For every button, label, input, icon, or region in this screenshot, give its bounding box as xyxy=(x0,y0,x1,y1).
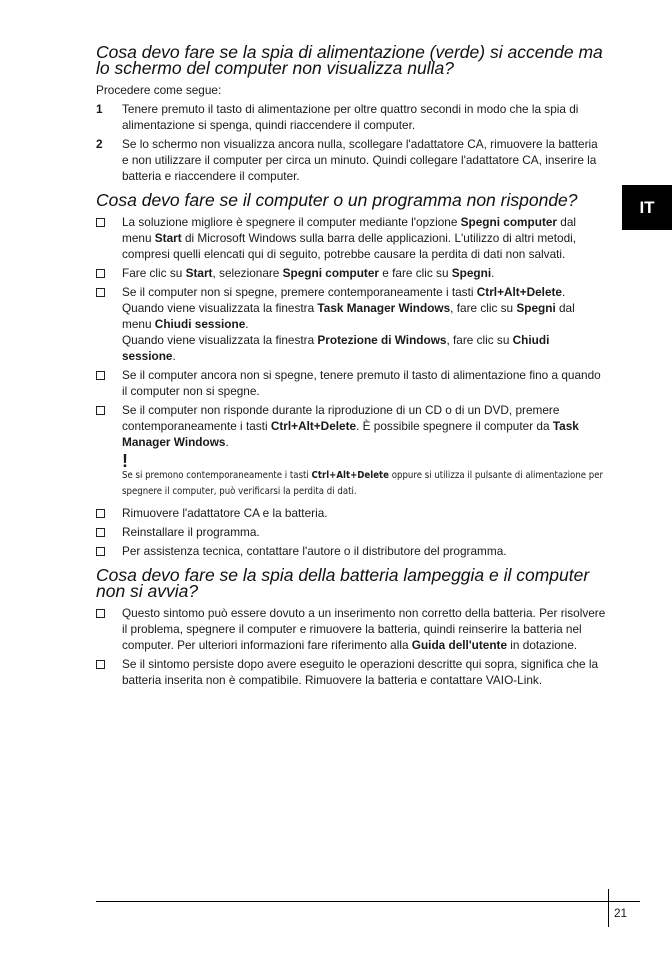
text-run: dal menu xyxy=(122,215,577,245)
text-run: , selezionare xyxy=(212,266,283,280)
text-run: Reinstallare il programma. xyxy=(122,525,260,539)
bold-term: Ctrl+Alt+Delete xyxy=(270,419,357,433)
bold-term: Start xyxy=(154,231,182,245)
checkbox-bullet-icon xyxy=(96,528,105,537)
bold-term: Chiudi sessione xyxy=(122,333,550,363)
numbered-step-1 xyxy=(96,101,606,133)
bold-term: Spegni xyxy=(451,266,492,280)
section-heading-not-responding: Cosa devo fare se il computer o un programma non risponde? xyxy=(96,190,578,210)
text-run: La soluzione migliore è spegnere il computer mediante l'opzione xyxy=(122,215,461,229)
step-text: Se lo schermo non visualizza ancora nulla, scollegare l'adattatore CA, rimuovere la batteria e non utilizzare il computer per circa un minuto. Quindi collegare l'adattatore CA, inserire la batteria e riaccendere il computer. xyxy=(122,137,598,183)
intro-text: Procedere come segue: xyxy=(96,83,222,97)
step-number: 2 xyxy=(96,137,103,151)
page-number: 21 xyxy=(614,906,628,920)
bullet-item xyxy=(96,524,606,540)
section-heading-power-light: Cosa devo fare se la spia di alimentazione (verde) si accende ma lo schermo del computer non visualizza nulla? xyxy=(96,42,603,78)
text-run: . xyxy=(562,285,566,299)
text-run: . xyxy=(245,317,249,331)
text-run: . xyxy=(172,349,176,363)
text-run: Rimuovere l'adattatore CA e la batteria. xyxy=(122,506,328,520)
bold-term: Ctrl+Alt+Delete xyxy=(311,470,389,481)
checkbox-bullet-icon xyxy=(96,371,105,380)
footer-rule xyxy=(96,901,640,902)
checkbox-bullet-icon xyxy=(96,288,105,297)
bullet-item xyxy=(96,402,606,450)
text-run: dal menu xyxy=(122,301,575,331)
bullet-item xyxy=(96,505,606,521)
text-run: Se si premono contemporaneamente i tasti xyxy=(122,470,312,481)
text-run: Quando viene visualizzata la finestra xyxy=(122,333,318,347)
checkbox-bullet-icon xyxy=(96,218,105,227)
bullet-item xyxy=(96,284,606,364)
checkbox-bullet-icon xyxy=(96,609,105,618)
text-run: di Microsoft Windows sulla barra delle applicazioni. L'utilizzo di altri metodi, compresi quelli elencati qui di seguito, potrebbe causare la perdita di dati non salvati. xyxy=(122,231,577,261)
bold-term: Task Manager Windows xyxy=(317,301,451,315)
text-run: e fare clic su xyxy=(379,266,452,280)
text-run: Se il computer ancora non si spegne, tenere premuto il tasto di alimentazione fino a quando il computer non si spegne. xyxy=(122,368,601,398)
text-run: . È possibile spegnere il computer da xyxy=(356,419,553,433)
language-tab: IT xyxy=(622,185,672,230)
text-run: , fare clic su xyxy=(446,333,513,347)
text-run: Quando viene visualizzata la finestra xyxy=(122,301,318,315)
checkbox-bullet-icon xyxy=(96,406,105,415)
text-run: . xyxy=(491,266,495,280)
bullet-item xyxy=(96,605,606,653)
footer-divider xyxy=(608,889,609,927)
step-text: Tenere premuto il tasto di alimentazione per oltre quattro secondi in modo che la spia di alimentazione si spenga, quindi riaccendere il computer. xyxy=(122,102,579,132)
text-run: . xyxy=(225,435,229,449)
bold-term: Start xyxy=(185,266,213,280)
bold-term: Spegni xyxy=(516,301,556,315)
text-run: Questo sintomo può essere dovuto a un inserimento non corretto della batteria. Per risolvere il problema, spegnere il computer e rimuovere la batteria, quindi reinserire la batteria nel computer. Per ulteriori informazioni fare riferimento alla xyxy=(122,606,606,652)
text-run: Per assistenza tecnica, contattare l'autore o il distributore del programma. xyxy=(122,544,507,558)
bold-term: Protezione di Windows xyxy=(317,333,447,347)
bold-term: Spegni computer xyxy=(282,266,380,280)
warning-note xyxy=(96,451,606,500)
numbered-step-2 xyxy=(96,136,606,184)
text-run: Se il computer non risponde durante la riproduzione di un CD o di un DVD, premere contemporaneamente i tasti xyxy=(122,403,560,433)
note-text xyxy=(122,468,607,500)
text-run: , fare clic su xyxy=(450,301,517,315)
bullet-item xyxy=(96,265,606,281)
warning-exclamation-icon: ! xyxy=(122,451,128,471)
bullet-item xyxy=(96,543,606,559)
text-run: in dotazione. xyxy=(507,638,578,652)
bold-term: Guida dell'utente xyxy=(411,638,508,652)
bold-term: Chiudi sessione xyxy=(154,317,246,331)
bullet-item xyxy=(96,214,606,262)
section-heading-battery-light: Cosa devo fare se la spia della batteria lampeggia e il computer non si avvia? xyxy=(96,565,590,601)
page-content xyxy=(96,44,606,691)
text-run: Fare clic su xyxy=(122,266,186,280)
text-run: oppure si utilizza il pulsante di alimentazione per spegnere il computer, può verificarsi la perdita di dati. xyxy=(122,470,604,497)
bold-term: Task Manager Windows xyxy=(122,419,579,449)
step-number: 1 xyxy=(96,102,103,116)
bold-term: Ctrl+Alt+Delete xyxy=(476,285,562,299)
checkbox-bullet-icon xyxy=(96,509,105,518)
bullet-item xyxy=(96,367,606,399)
bold-term: Spegni computer xyxy=(460,215,558,229)
bullet-item xyxy=(96,656,606,688)
text-run: Se il computer non si spegne, premere contemporaneamente i tasti xyxy=(122,285,477,299)
text-run: Se il sintomo persiste dopo avere eseguito le operazioni descritte qui sopra, significa che la batteria inserita non è compatibile. Rimuovere la batteria e contattare VAIO-Link. xyxy=(122,657,599,687)
checkbox-bullet-icon xyxy=(96,547,105,556)
checkbox-bullet-icon xyxy=(96,660,105,669)
checkbox-bullet-icon xyxy=(96,269,105,278)
